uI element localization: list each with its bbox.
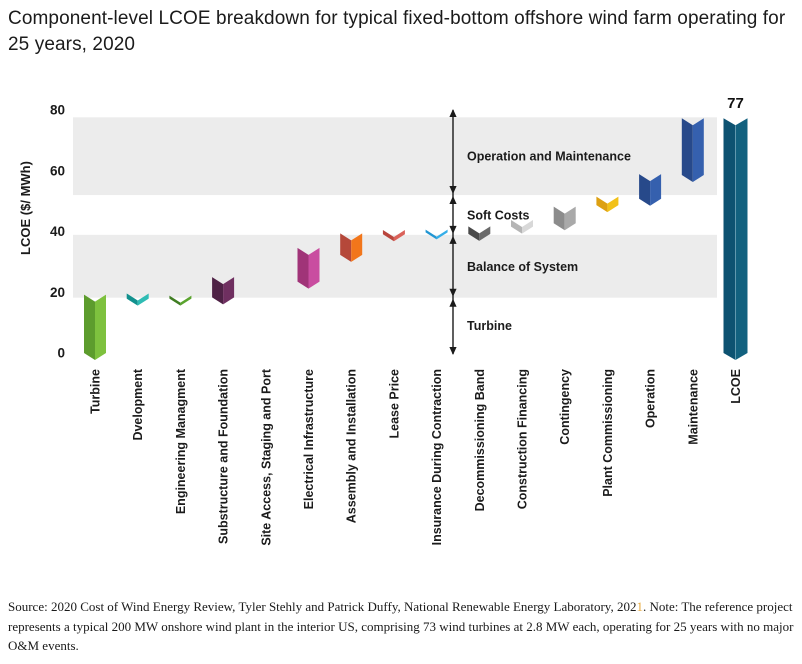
- x-label-assembly-and-installation: Assembly and Installation: [344, 369, 359, 524]
- x-label-dvelopment: Dvelopment: [131, 369, 146, 441]
- bar-contingency-left: [554, 207, 565, 231]
- x-label-construction-financing: Construction Financing: [515, 369, 530, 510]
- y-tick-label-40: 40: [49, 224, 65, 239]
- arrow-down-bottom: [449, 347, 456, 355]
- y-axis-title: LCOE ($/ MWh): [18, 161, 33, 255]
- total-value-label: 77: [727, 95, 744, 113]
- bar-contingency-right: [565, 207, 576, 231]
- x-label-lease-price: Lease Price: [387, 369, 402, 439]
- bar-plant-commissioning-left: [596, 197, 607, 213]
- bar-turbine-left: [84, 295, 95, 360]
- section-label-soft-costs: Soft Costs: [467, 208, 530, 223]
- arrow-up-top: [449, 109, 456, 117]
- x-label-plant-commissioning: Plant Commissioning: [600, 369, 615, 497]
- page-title: Component-level LCOE breakdown for typical fixed-bottom offshore wind farm operating for 25 years, 2020: [8, 8, 786, 56]
- bar-electrical-infrastructure-right: [309, 248, 320, 289]
- y-tick-label-0: 0: [57, 345, 65, 361]
- x-label-engineering-managment: Engineering Managment: [173, 369, 188, 515]
- x-label-site-access-staging-and-port: Site Access, Staging and Port: [259, 369, 274, 546]
- x-label-insurance-during-contraction: Insurance During Contraction: [430, 369, 445, 546]
- arrow-down-soft-costs: [449, 226, 456, 234]
- y-tick-label-60: 60: [49, 163, 65, 179]
- section-label-operation-and-maintenance: Operation and Maintenance: [467, 149, 631, 164]
- y-tick-label-80: 80: [49, 102, 65, 118]
- bar-maintenance-right: [693, 118, 704, 182]
- arrow-up-operation-and-maintenance: [449, 196, 456, 204]
- source-highlight: 1: [636, 599, 643, 614]
- bar-maintenance-left: [682, 118, 693, 182]
- bar-lcoe-left: [724, 118, 736, 360]
- note-text: . Note: The reference project represents a typical 200 MW onshore wind plant in the interior US, comprising 73 wind turbines at 2.8 MW each, operating for 25 years with no major O&M events.: [8, 599, 794, 653]
- x-label-lcoe: LCOE: [729, 369, 743, 404]
- bar-electrical-infrastructure-left: [298, 248, 309, 289]
- source-text: Source: 2020 Cost of Wind Energy Review, Tyler Stehly and Patrick Duffy, National Renewable Energy Laboratory, 202: [8, 599, 637, 614]
- x-label-decommissioning-band: Decommissioning Band: [472, 369, 487, 512]
- bar-turbine-right: [95, 295, 106, 360]
- plot-band-balance-of-system: [73, 235, 717, 298]
- x-label-operation: Operation: [643, 369, 658, 429]
- bar-lcoe-right: [736, 118, 748, 360]
- section-label-turbine: Turbine: [467, 318, 512, 333]
- arrow-up-balance-of-system: [449, 299, 456, 307]
- x-label-contingency: Contingency: [558, 369, 573, 445]
- bar-plant-commissioning-right: [607, 197, 618, 213]
- x-label-maintenance: Maintenance: [686, 369, 701, 445]
- y-tick-label-20: 20: [49, 284, 65, 300]
- x-label-electrical-infrastructure: Electrical Infrastructure: [302, 369, 316, 510]
- footer-text: [8, 597, 796, 656]
- x-label-turbine: Turbine: [88, 369, 103, 414]
- section-label-balance-of-system: Balance of System: [467, 259, 579, 274]
- x-label-substructure-and-foundation: Substructure and Foundation: [216, 369, 231, 544]
